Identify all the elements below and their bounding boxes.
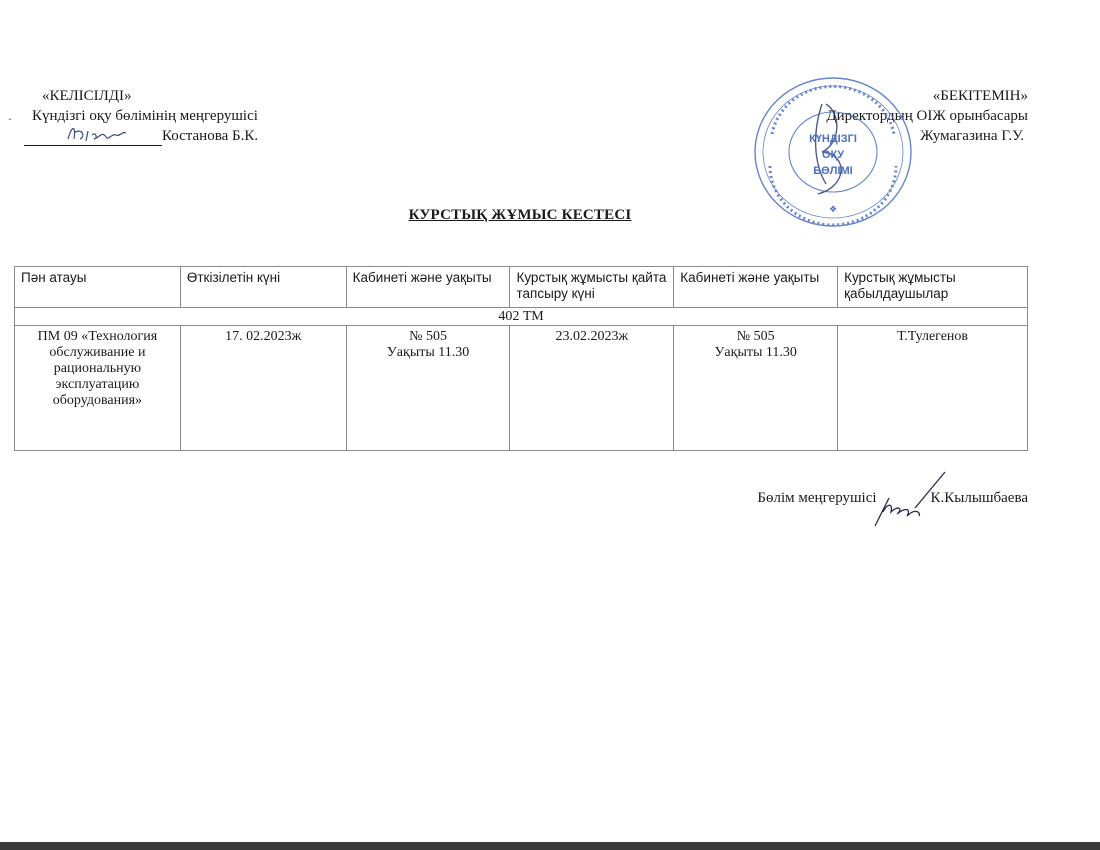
- approval-right-name: Жумагазина Г.У.: [920, 128, 1024, 144]
- cell-room-time-retake: [674, 326, 838, 451]
- stamp-line3: БӨЛІМІ: [813, 165, 853, 177]
- schedule-table: [14, 266, 1028, 451]
- approval-left-position: Күндізгі оқу бөлімінің меңгерушісі: [32, 108, 258, 124]
- cell-room: № 505: [409, 329, 447, 344]
- footer-position: Бөлім меңгерушісі: [757, 490, 877, 506]
- stamp-line2: ОҚУ: [821, 149, 845, 161]
- header-retake-date: Курстық жұмысты қайта тапсыру күні: [510, 267, 674, 308]
- document-title: КУРСТЫҚ ЖҰМЫС КЕСТЕСІ: [408, 207, 632, 223]
- cell-room-retake: № 505: [736, 329, 775, 344]
- approval-left-block: [24, 86, 258, 146]
- scan-edge: [0, 842, 1100, 850]
- cell-retake-date: 23.02.2023ж: [510, 326, 674, 451]
- stamp-line1: КҮНДІЗГІ: [809, 133, 857, 145]
- scan-mark: ·: [8, 112, 12, 126]
- approval-right-label: «БЕКІТЕМІН»: [932, 88, 1028, 104]
- cell-room-time: [346, 326, 510, 451]
- signature-line-left: [24, 127, 162, 146]
- header-date: Өткізілетін күні: [180, 267, 346, 308]
- cell-time: Уақыты 11.30: [386, 345, 470, 360]
- footer-signature-block: [757, 490, 1028, 507]
- group-row: [15, 308, 1028, 326]
- svg-text:❖: ❖: [828, 204, 838, 214]
- group-label: 402 ТМ: [15, 308, 1028, 326]
- footer-name: К.Кылышбаева: [930, 490, 1028, 506]
- cell-examiner: Т.Тулегенов: [838, 326, 1028, 451]
- header-room-time-retake: Кабинеті және уақыты: [674, 267, 838, 308]
- header-subject: Пән атауы: [15, 267, 181, 308]
- cell-time-retake: Уақыты 11.30: [714, 345, 797, 360]
- cell-subject: ПМ 09 «Технология обслуживание и рациональную эксплуатацию оборудования»: [15, 326, 181, 451]
- table-header-row: [15, 267, 1028, 308]
- approval-left-label: «КЕЛІСІЛДІ»: [42, 88, 132, 104]
- table-row: [15, 326, 1028, 451]
- approval-left-name: Костанова Б.К.: [162, 128, 259, 144]
- approval-right-position: Директордың ОІЖ орынбасары: [826, 108, 1028, 124]
- signature-footer-icon: [869, 468, 949, 530]
- header-examiners: Курстық жұмысты қабылдаушылар: [838, 267, 1028, 308]
- signature-left-icon: [64, 121, 134, 145]
- cell-date: 17. 02.2023ж: [180, 326, 346, 451]
- header-room-time: Кабинеті және уақыты: [346, 267, 510, 308]
